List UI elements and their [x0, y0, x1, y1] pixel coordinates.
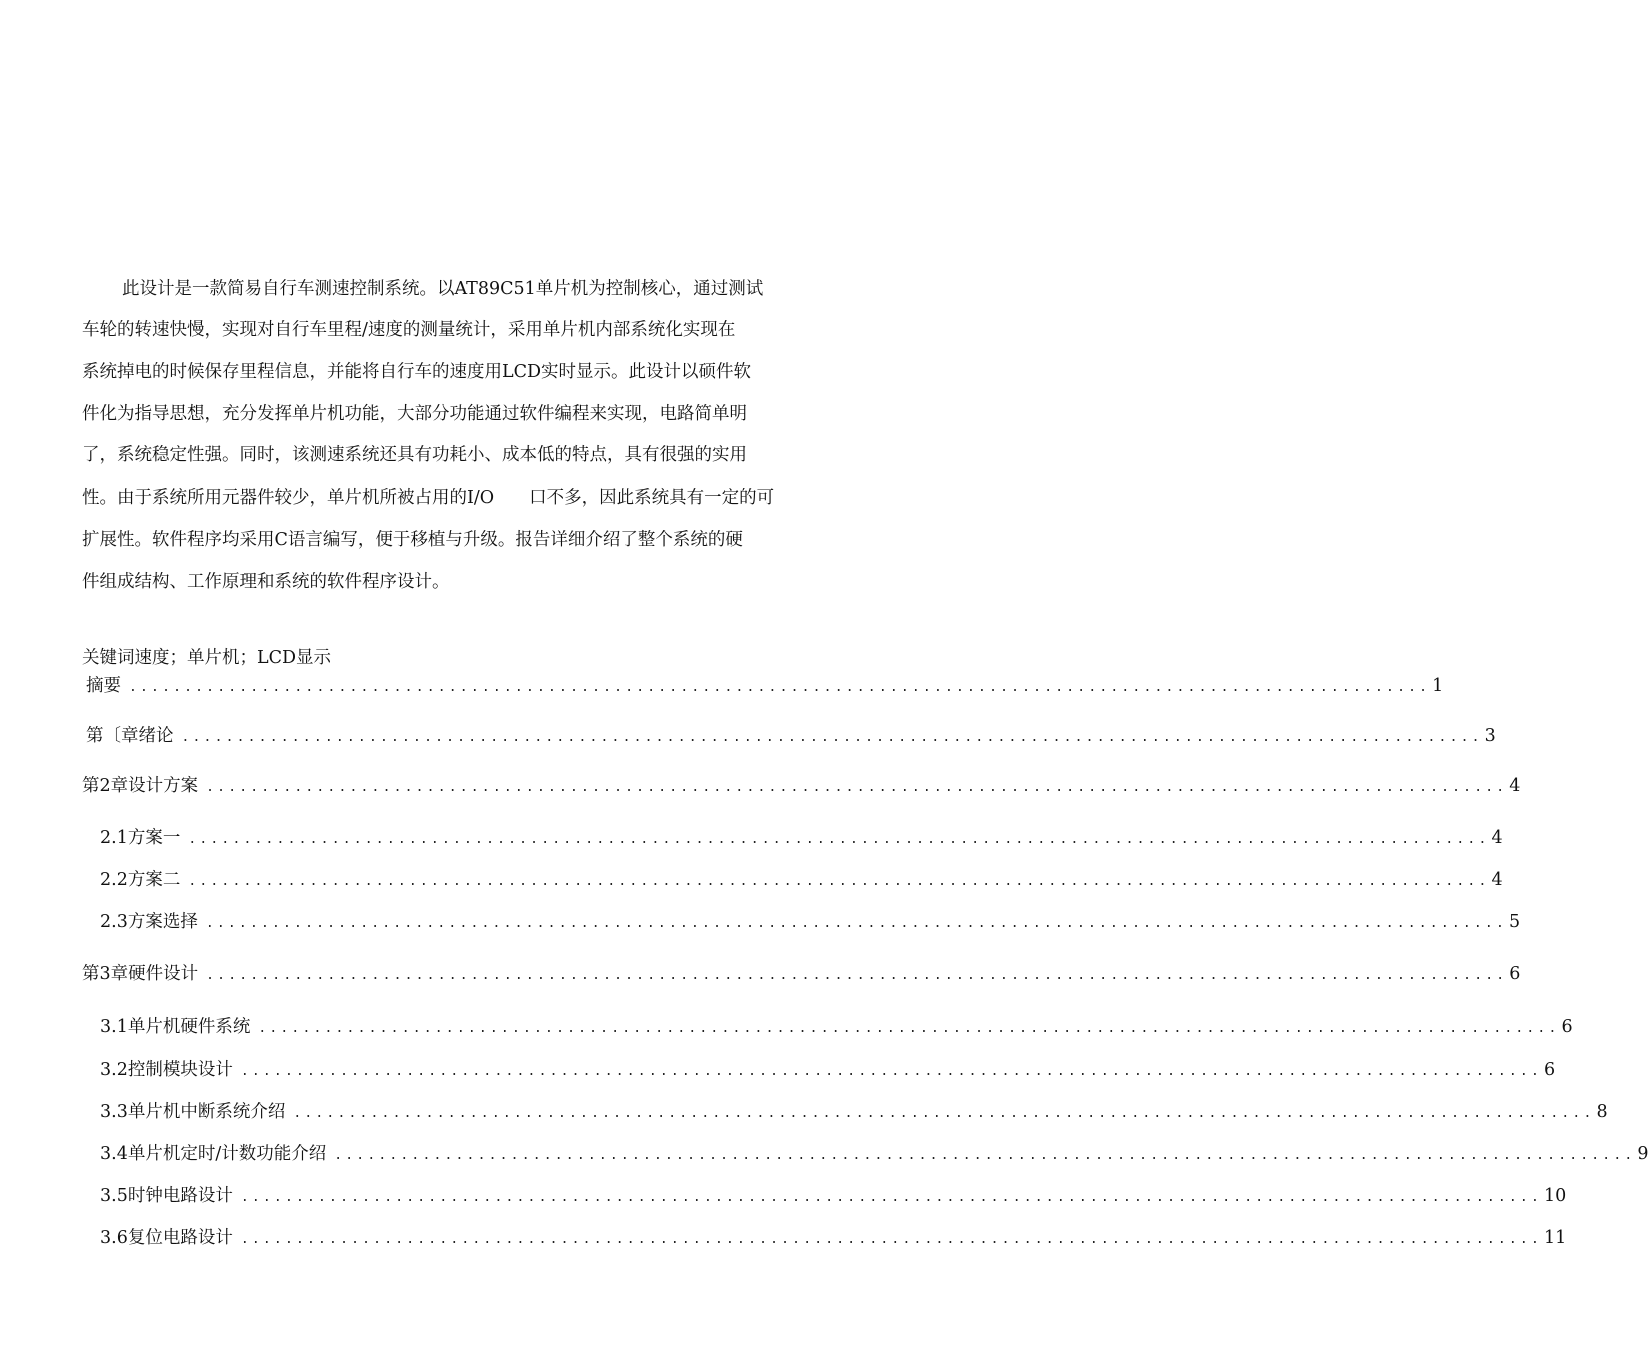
toc-leader-dots: ...................................................................................................................... — [240, 1232, 1542, 1247]
toc-entry-label: 第3章硬件设计 — [82, 964, 199, 984]
toc-entry-page: 4 — [1491, 828, 1503, 848]
toc-leader-dots: ...................................................................................................................... — [206, 780, 1508, 795]
toc-leader-dots: ...................................................................................................................... — [293, 1106, 1595, 1121]
toc-leader-dots: ...................................................................................................................... — [258, 1021, 1560, 1036]
toc-entry-page: 8 — [1596, 1102, 1608, 1122]
toc-entry-page: 10 — [1544, 1186, 1567, 1206]
toc-entry-page: 3 — [1484, 726, 1496, 746]
abstract-line: 此设计是一款简易自行车测速控制系统。以AT89C51单片机为控制核心，通过测试 — [122, 279, 764, 299]
toc-entry-page: 4 — [1509, 776, 1521, 796]
toc-entry[interactable] — [100, 1181, 1567, 1211]
abstract-line: 件化为指导思想，充分发挥单片机功能，大部分功能通过软件编程来实现，电路简单明 — [82, 404, 747, 424]
toc-entry[interactable] — [100, 1012, 1573, 1042]
toc-leader-dots: ...................................................................................................................... — [240, 1190, 1542, 1205]
toc-entry-page: 1 — [1432, 676, 1444, 696]
abstract-line: 扩展性。软件程序均采用C语言编写，便于移植与升级。报告详细介绍了整个系统的硬 — [82, 530, 743, 550]
toc-entry[interactable] — [82, 771, 1521, 801]
toc-entry-page: 11 — [1544, 1228, 1567, 1248]
toc-entry-page: 9 — [1637, 1144, 1649, 1164]
keywords-line: 关键词速度；单片机；LCD显示 — [82, 648, 332, 668]
abstract-line: 车轮的转速快慢，实现对自行车里程/速度的测量统计，采用单片机内部系统化实现在 — [82, 320, 736, 340]
toc-entry-page: 6 — [1509, 964, 1521, 984]
toc-entry-label: 2.3方案选择 — [100, 912, 198, 932]
toc-leader-dots: ...................................................................................................................... — [188, 874, 1490, 889]
toc-leader-dots: ...................................................................................................................... — [334, 1148, 1636, 1163]
toc-entry-page: 6 — [1544, 1060, 1556, 1080]
toc-entry-page: 4 — [1491, 870, 1503, 890]
toc-entry-page: 6 — [1561, 1017, 1573, 1037]
toc-entry-label: 3.3单片机中断系统介绍 — [100, 1102, 286, 1122]
abstract-line: 了，系统稳定性强。同时，该测速系统还具有功耗小、成本低的特点，具有很强的实用 — [82, 445, 747, 465]
toc-entry-label: 3.4单片机定时/计数功能介绍 — [100, 1144, 327, 1164]
toc-entry[interactable] — [86, 721, 1496, 751]
toc-entry[interactable] — [100, 907, 1521, 937]
toc-leader-dots: ...................................................................................................................... — [206, 968, 1508, 983]
toc-entry-label: 第〔章绪论 — [86, 726, 174, 746]
toc-entry-label: 3.5时钟电路设计 — [100, 1186, 233, 1206]
toc-entry-page: 5 — [1509, 912, 1521, 932]
toc-leader-dots: ...................................................................................................................... — [129, 680, 1431, 695]
toc-entry[interactable] — [86, 671, 1444, 701]
toc-entry-label: 2.1方案一 — [100, 828, 181, 848]
toc-entry[interactable] — [100, 1055, 1556, 1085]
toc-leader-dots: ...................................................................................................................... — [205, 916, 1507, 931]
toc-entry-label: 3.2控制模块设计 — [100, 1060, 233, 1080]
toc-entry-label: 第2章设计方案 — [82, 776, 199, 796]
toc-entry[interactable] — [82, 959, 1521, 989]
toc-entry[interactable] — [100, 865, 1503, 895]
toc-entry[interactable] — [100, 1223, 1567, 1253]
toc-entry-label: 3.1单片机硬件系统 — [100, 1017, 251, 1037]
toc-entry-label: 摘要 — [86, 676, 121, 696]
abstract-line: 件组成结构、工作原理和系统的软件程序设计。 — [82, 572, 450, 592]
toc-entry[interactable] — [100, 1139, 1649, 1169]
abstract-line: 性。由于系统所用元器件较少，单片机所被占用的I/O 口不多，因此系统具有一定的可 — [82, 488, 775, 508]
toc-leader-dots: ...................................................................................................................... — [240, 1064, 1542, 1079]
toc-entry-label: 2.2方案二 — [100, 870, 181, 890]
abstract-line: 系统掉电的时候保存里程信息，并能将自行车的速度用LCD实时显示。此设计以硕件软 — [82, 362, 752, 382]
toc-entry[interactable] — [100, 1097, 1608, 1127]
toc-entry[interactable] — [100, 823, 1503, 853]
toc-entry-label: 3.6复位电路设计 — [100, 1228, 233, 1248]
toc-leader-dots: ...................................................................................................................... — [181, 730, 1483, 745]
toc-leader-dots: ...................................................................................................................... — [188, 832, 1490, 847]
